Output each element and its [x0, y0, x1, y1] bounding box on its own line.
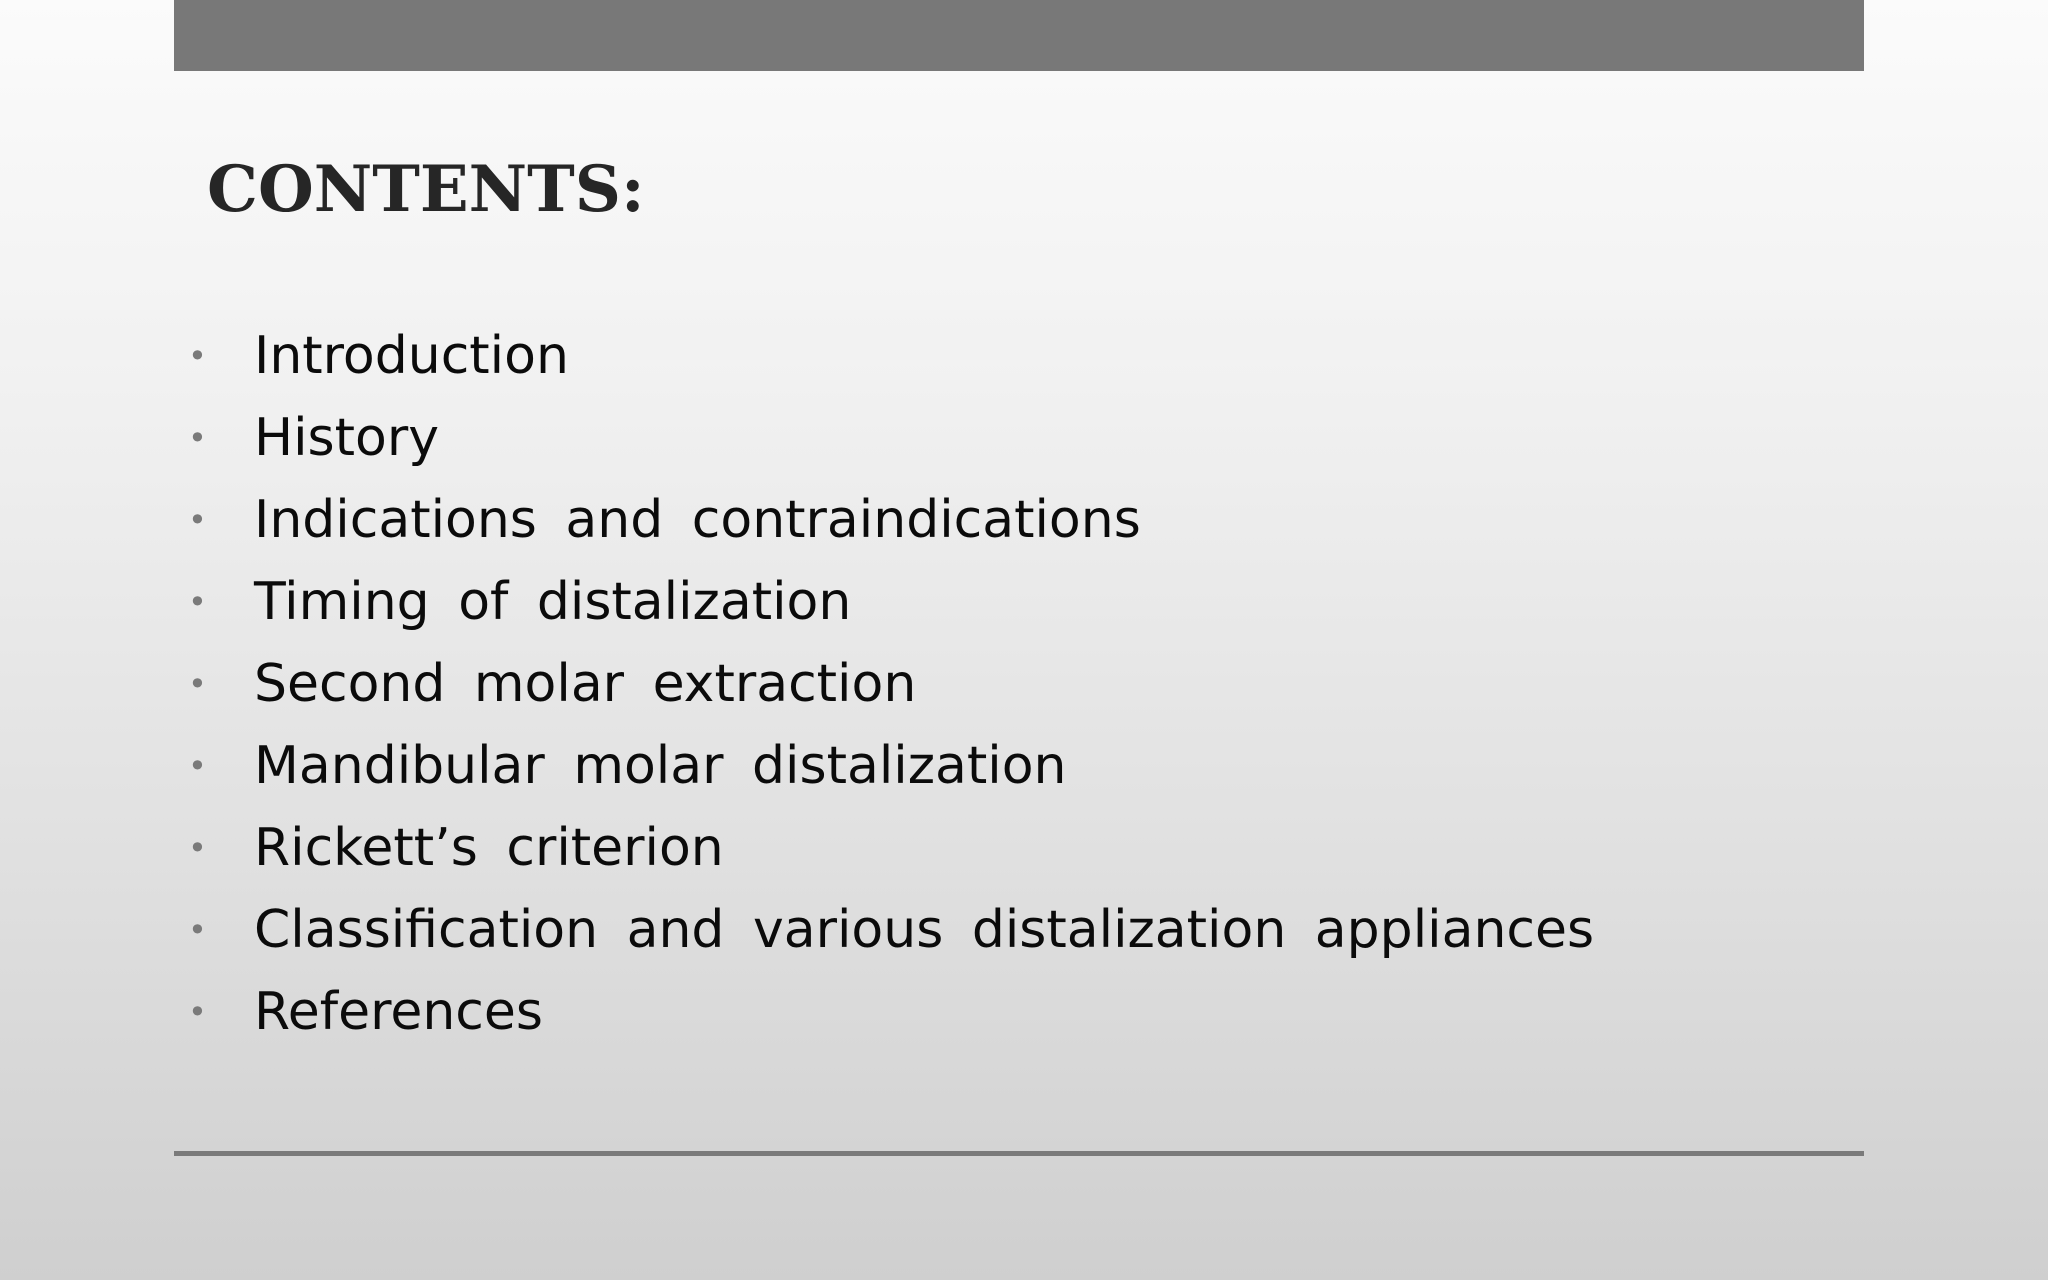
- list-item: [188, 971, 1594, 1053]
- list-item: [188, 397, 1594, 479]
- bullet-icon: •: [188, 337, 207, 375]
- bullet-icon: •: [188, 911, 207, 949]
- list-item: [188, 643, 1594, 725]
- list-item: [188, 315, 1594, 397]
- bullet-icon: •: [188, 583, 207, 621]
- bullet-icon: •: [188, 419, 207, 457]
- list-item-text: History: [254, 408, 439, 468]
- list-item: [188, 725, 1594, 807]
- list-item: [188, 807, 1594, 889]
- bottom-rule: [174, 1151, 1864, 1156]
- list-item-text: Timing of distalization: [254, 572, 852, 632]
- list-item: [188, 479, 1594, 561]
- bullet-icon: •: [188, 747, 207, 785]
- list-item-text: Rickett’s criterion: [254, 818, 724, 878]
- list-item: [188, 889, 1594, 971]
- bullet-icon: •: [188, 829, 207, 867]
- top-bar: [174, 0, 1864, 71]
- bullet-icon: •: [188, 993, 207, 1031]
- list-item-text: Introduction: [254, 326, 569, 386]
- list-item-text: References: [254, 982, 543, 1042]
- list-item: [188, 561, 1594, 643]
- bullet-icon: •: [188, 665, 207, 703]
- list-item-text: Indications and contraindications: [254, 490, 1141, 550]
- contents-list: [188, 315, 1594, 1053]
- list-item-text: Classification and various distalization appliances: [254, 900, 1595, 960]
- slide-title: CONTENTS:: [207, 152, 645, 227]
- list-item-text: Second molar extraction: [254, 654, 917, 714]
- bullet-icon: •: [188, 501, 207, 539]
- list-item-text: Mandibular molar distalization: [254, 736, 1067, 796]
